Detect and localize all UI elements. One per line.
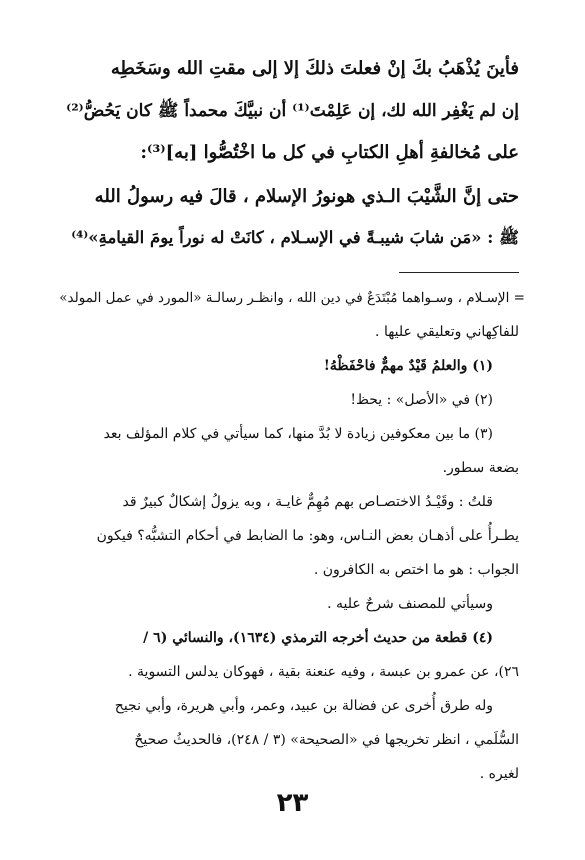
footnote-3-line-5: الجواب : هو ما اختص به الكافرون .: [313, 562, 519, 578]
footnote-divider: [399, 272, 519, 273]
footnote-continuation-line-2: للفاكِهاني وتعليقي عليها .: [375, 324, 519, 340]
footnote-4-line-3: وله طرق أُخرى عن فضالة بن عبيد، وعمر، وأبي هريرة، وأبي نجيح: [114, 698, 493, 714]
footnote-3-line-4: يطـرأُ على أذهـان بعض النـاس، وهو: ما الضابط في أحكام التشبُّه؟ فيكون: [96, 528, 519, 544]
page-number: ٢٣: [276, 788, 309, 818]
footnote-continuation-line-1: = الإسـلام ، وسـواهما مُبْتَدَعٌ في دين الله ، وانظـر رسالـة «المورد في عمل المولد»: [59, 290, 525, 306]
footnote-4-line-2: ٢٦)، عن عمرو بن عبسة ، وفيه عنعنة بقية ، فهوكان يدلس التسوية .: [128, 664, 519, 680]
main-text-line-4: حتى إنَّ الشَّيْبَ الـذي هونورُ الإسلام ، قالَ فيه رسولُ الله: [94, 186, 519, 207]
main-text-line-1: فأينَ يُذْهَبُ بكَ إنْ فعلتَ ذلكَ إلا إلى مقتِ الله وسَخَطِه: [110, 58, 519, 79]
main-text-line-2: إن لم يَغْفِر الله لك، إن عَلِمْتَ⁽¹⁾ أن نبيَّكَ محمداً ﷺ كان يَحُضُّ⁽²⁾: [66, 101, 519, 121]
footnote-3-line-2: بضعة سطور.: [442, 460, 519, 476]
footnote-4-line-4: السُّلَمي ، انظر تخريجها في «الصحيحة» (٣ / ٢٤٨)، فالحديثُ صحيحٌ: [134, 732, 519, 748]
footnote-4-line-1: (٤) قطعة من حديث أخرجه الترمذي (١٦٣٤)، والنسائي (٦ /: [143, 630, 493, 646]
footnote-3-line-1: (٣) ما بين معكوفين زيادة لا بُدَّ منها، كما سيأتي في كلام المؤلف بعد: [103, 426, 493, 442]
footnote-3-line-6: وسيأتي للمصنف شرحٌ عليه .: [327, 596, 493, 612]
footnote-2: (٢) في «الأصل» : يحظ!: [350, 392, 493, 408]
footnote-3-line-3: قلتُ : وقَيْـدُ الاختصـاص بهم مُهِمٌّ غايـة ، وبه يزولُ إشكالٌ كبيرٌ قد: [122, 494, 493, 510]
footnote-1: (١) والعلمُ قَيْدٌ مهمٌّ فاحْفَظْهُ!: [323, 358, 493, 374]
footnote-4-line-5: لغيره .: [479, 766, 519, 782]
main-text-line-5: ﷺ : «مَن شابَ شيبـةً في الإسـلام ، كانَتْ له نوراً يومَ القيامةِ»⁽⁴⁾: [71, 228, 519, 247]
main-text-line-3: على مُخالفةِ أهلِ الكتابِ في كل ما اخْتُصُّوا [به]⁽³⁾:: [140, 142, 519, 163]
